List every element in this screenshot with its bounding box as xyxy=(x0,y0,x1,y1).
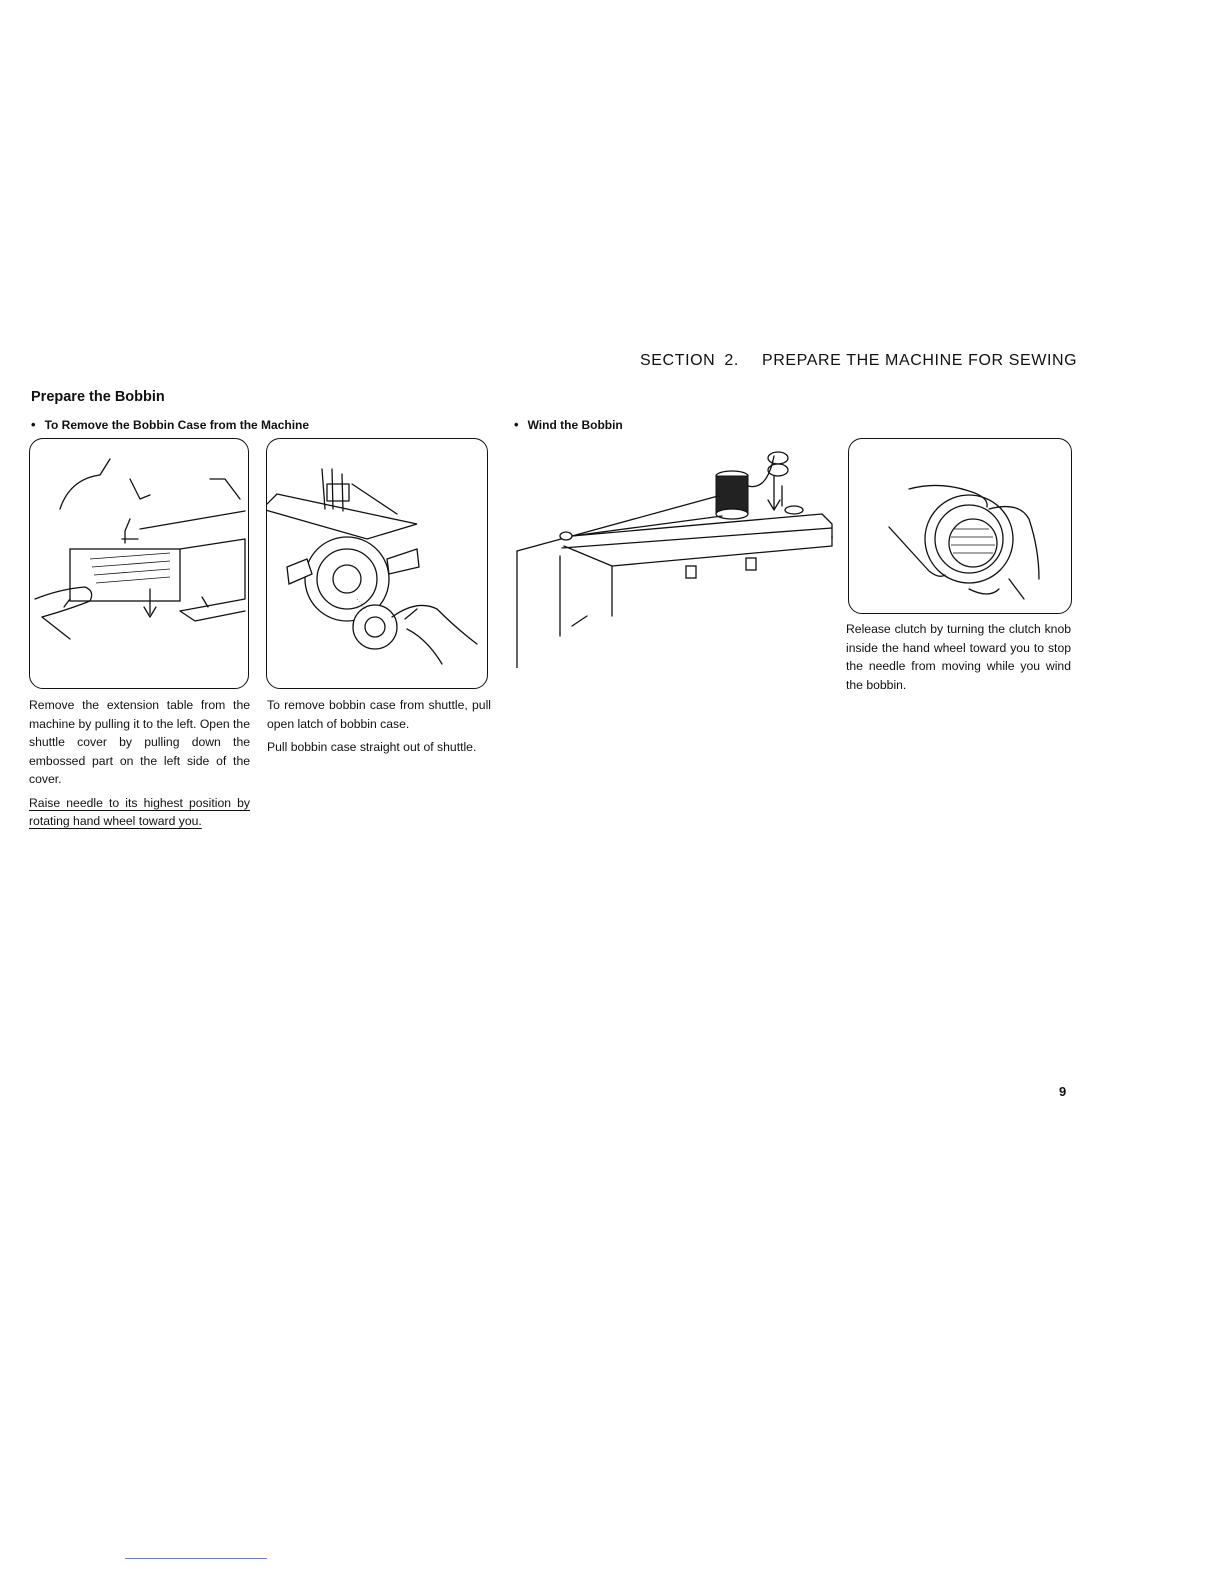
figure-wind-bobbin xyxy=(512,436,842,668)
bullet-symbol: • xyxy=(514,417,519,432)
caption-bobbin-case xyxy=(267,696,491,762)
figure-extension-table xyxy=(29,438,249,689)
caption-release-clutch xyxy=(846,620,1071,699)
figure-bobbin-case xyxy=(266,438,488,689)
caption-extension-table-text: Remove the extension table from the machine by pulling it to the left. Open the shuttle cover by pulling down the embossed part on the left side of the cover. xyxy=(29,698,250,786)
bullet-remove-case xyxy=(31,417,309,432)
section-label: SECTION xyxy=(640,352,716,369)
caption-bobbin-case-text-2: Pull bobbin case straight out of shuttle. xyxy=(267,740,477,754)
section-header xyxy=(640,352,1080,370)
bullet-remove-case-label: To Remove the Bobbin Case from the Machine xyxy=(44,418,310,432)
caption-bobbin-case-text-1: To remove bobbin case from shuttle, pull open latch of bobbin case. xyxy=(267,698,491,731)
footer-rule xyxy=(125,1558,267,1559)
page-heading: Prepare the Bobbin xyxy=(31,389,165,405)
caption-release-clutch-text: Release clutch by turning the clutch knob inside the hand wheel toward you to stop the needle from moving while you wind the bobbin. xyxy=(846,622,1071,692)
caption-extension-table-warning: Raise needle to its highest position by rotating hand wheel toward you. xyxy=(29,795,250,828)
bobbin-winding-icon xyxy=(512,436,842,668)
hand-wheel-clutch-icon xyxy=(849,439,1071,613)
section-number: 2. xyxy=(724,352,739,369)
bobbin-case-removal-icon xyxy=(267,439,487,688)
sewing-machine-extension-table-icon xyxy=(30,439,248,688)
page-number: 9 xyxy=(1059,1084,1067,1099)
bullet-symbol: • xyxy=(31,417,36,432)
bullet-wind-bobbin xyxy=(514,417,623,432)
caption-extension-table xyxy=(29,696,250,836)
section-title: PREPARE THE MACHINE FOR SEWING xyxy=(761,352,1078,369)
bullet-wind-bobbin-label: Wind the Bobbin xyxy=(527,418,623,432)
figure-hand-wheel xyxy=(848,438,1072,614)
